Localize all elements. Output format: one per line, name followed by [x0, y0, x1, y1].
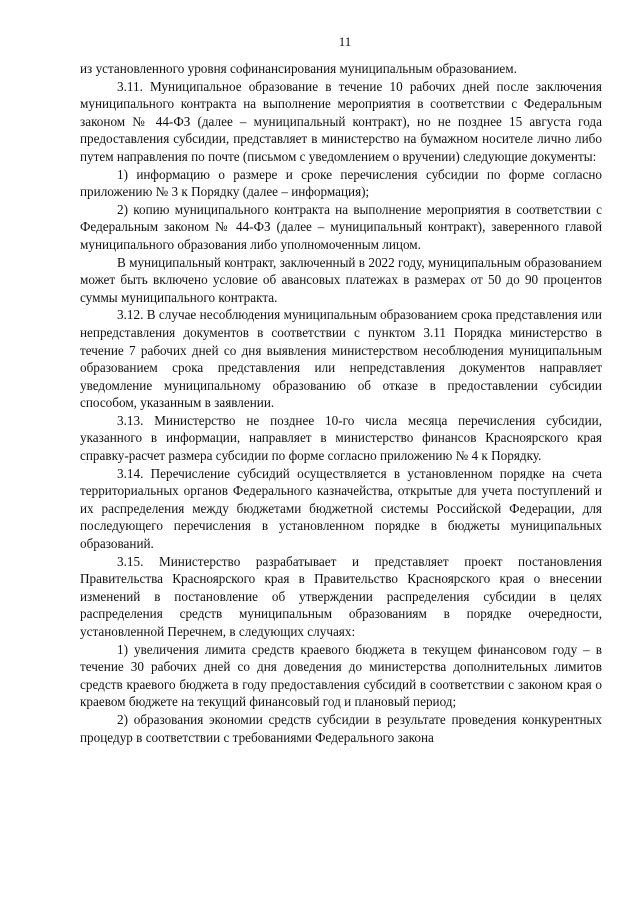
paragraph-3-15: 3.15. Министерство разрабатывает и представляет проект постановления Правительства Красноярского края в Правительство Красноярского края о внесении изменений в постановление об утверждении распределения субсидии в целях распределения средств муниципальным образованиям в порядке очередности, установленной Перечнем, в следующих случаях:	[80, 553, 602, 639]
paragraph-3-13: 3.13. Министерство не позднее 10-го числа месяца перечисления субсидии, указанного в информации, направляет в министерство финансов Красноярского края справку-расчет размера субсидии по форме согласно приложению № 4 к Порядку.	[80, 412, 602, 464]
paragraph-3-15-item-2: 2) образования экономии средств субсидии в результате проведения конкурентных процедур в соответствии с требованиями Федерального закона	[80, 711, 602, 745]
paragraph-3-11-item-2: 2) копию муниципального контракта на выполнение мероприятия в соответствии с Федеральным законом № 44-ФЗ (далее – муниципальный контракт), заверенного главой муниципального образования либо уполномоченным лицом.	[80, 201, 602, 252]
paragraph-3-11-item-1: 1) информацию о размере и сроке перечисления субсидии по форме согласно приложению № 3 к Порядку (далее – информация);	[80, 166, 602, 200]
document-body	[80, 60, 602, 746]
paragraph-continuation: из установленного уровня софинансирования муниципальным образованием.	[80, 61, 517, 76]
page-number: 11	[338, 34, 352, 49]
paragraph-advance-payments: В муниципальный контракт, заключенный в 2022 году, муниципальным образованием может быть включено условие об авансовых платежах в размерах от 50 до 90 процентов суммы муниципального контракта.	[80, 254, 602, 305]
paragraph-3-14: 3.14. Перечисление субсидий осуществляется в установленном порядке на счета территориальных органов Федерального казначейства, открытые для учета поступлений и их распределения между бюджетами бюджетной системы Российской Федерации, для последующего перечисления в установленном порядке в бюджеты муниципальных образований.	[80, 465, 602, 552]
paragraph-3-11: 3.11. Муниципальное образование в течение 10 рабочих дней после заключения муниципального контракта на выполнение мероприятия в соответствии с Федеральным законом № 44-ФЗ (далее – муниципальный контракт), но не позднее 15 августа года предоставления субсидии, представляет в министерство на бумажном носителе лично либо путем направления по почте (письмом с уведомлением о вручении) следующие документы:	[80, 78, 602, 164]
paragraph-3-15-item-1: 1) увеличения лимита средств краевого бюджета в текущем финансовом году – в течение 30 рабочих дней со дня доведения до министерства дополнительных лимитов средств краевого бюджета в году предоставления субсидий в соответствии с законом края о краевом бюджете на текущий финансовый год и плановый период;	[80, 641, 602, 710]
paragraph-3-12: 3.12. В случае несоблюдения муниципальным образованием срока представления или непредставления документов в соответствии с пунктом 3.11 Порядка министерство в течение 7 рабочих дней со дня выявления министерством несоблюдения муниципальным образованием срока представления или непредставления документов направляет уведомление муниципальному образованию об отказе в предоставлении субсидии способом, указанным в заявлении.	[80, 307, 602, 411]
